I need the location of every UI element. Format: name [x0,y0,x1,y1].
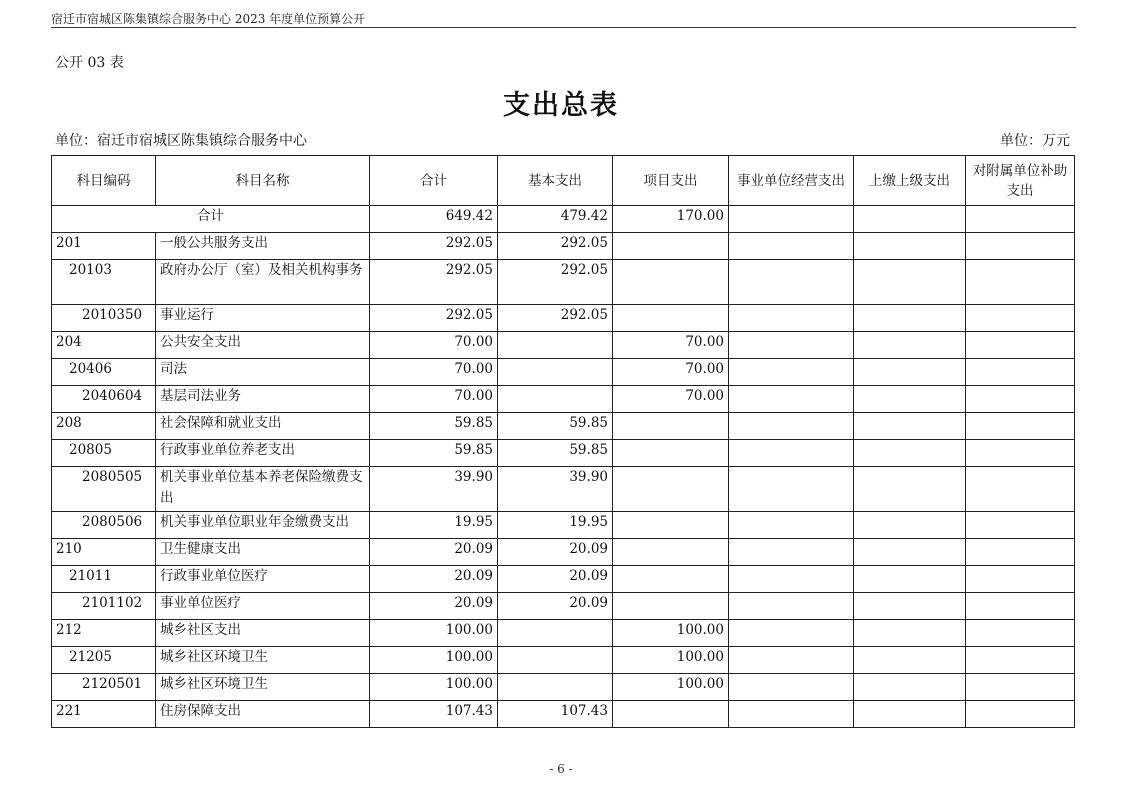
remit-cell [854,413,966,440]
name-cell: 住房保障支出 [156,701,370,728]
business-cell [729,701,854,728]
total-cell: 19.95 [370,512,498,539]
business-cell [729,233,854,260]
total-cell: 70.00 [370,386,498,413]
basic-cell: 292.05 [498,305,613,332]
total-label: 合计 [52,206,370,233]
table-row [52,332,1075,359]
total-amount: 649.42 [370,206,498,233]
total-cell: 100.00 [370,674,498,701]
subsidy-cell [966,647,1075,674]
header-rule [51,27,1076,28]
total-cell: 292.05 [370,305,498,332]
code-cell: 21011 [52,566,156,593]
business-cell [729,674,854,701]
name-cell: 公共安全支出 [156,332,370,359]
total-business [729,206,854,233]
total-cell: 292.05 [370,233,498,260]
business-cell [729,467,854,512]
business-cell [729,260,854,305]
total-basic: 479.42 [498,206,613,233]
code-cell: 212 [52,620,156,647]
table-row [52,386,1075,413]
project-cell [613,512,729,539]
basic-cell: 107.43 [498,701,613,728]
header-name: 科目名称 [156,156,370,206]
subsidy-cell [966,359,1075,386]
name-cell: 社会保障和就业支出 [156,413,370,440]
unit-name: 单位：宿迁市宿城区陈集镇综合服务中心 [55,133,307,149]
business-cell [729,512,854,539]
business-cell [729,305,854,332]
business-cell [729,413,854,440]
table-row [52,233,1075,260]
remit-cell [854,701,966,728]
business-cell [729,332,854,359]
name-cell: 城乡社区支出 [156,620,370,647]
project-cell [613,701,729,728]
remit-cell [854,440,966,467]
subsidy-cell [966,701,1075,728]
name-cell: 行政事业单位养老支出 [156,440,370,467]
basic-cell [498,620,613,647]
name-cell: 城乡社区环境卫生 [156,647,370,674]
remit-cell [854,647,966,674]
remit-cell [854,260,966,305]
basic-cell [498,386,613,413]
business-cell [729,440,854,467]
name-cell: 事业单位医疗 [156,593,370,620]
remit-cell [854,593,966,620]
total-cell: 59.85 [370,440,498,467]
basic-cell: 59.85 [498,413,613,440]
basic-cell: 59.85 [498,440,613,467]
subsidy-cell [966,260,1075,305]
business-cell [729,539,854,566]
table-row [52,359,1075,386]
subsidy-cell [966,233,1075,260]
subsidy-cell [966,620,1075,647]
table-row [52,593,1075,620]
subsidy-cell [966,413,1075,440]
table-row [52,647,1075,674]
header-code: 科目编码 [52,156,156,206]
expenditure-table [51,155,1075,728]
header-basic: 基本支出 [498,156,613,206]
basic-cell [498,674,613,701]
project-cell [613,413,729,440]
page-number: - 6 - [549,762,573,776]
basic-cell: 292.05 [498,260,613,305]
table-row [52,620,1075,647]
project-cell: 100.00 [613,620,729,647]
total-remit [854,206,966,233]
subsidy-cell [966,332,1075,359]
code-cell: 2010350 [52,305,156,332]
name-cell: 机关事业单位职业年金缴费支出 [156,512,370,539]
business-cell [729,566,854,593]
name-cell: 机关事业单位基本养老保险缴费支出 [156,467,370,512]
basic-cell: 20.09 [498,566,613,593]
currency-unit: 单位：万元 [1000,133,1070,149]
basic-cell [498,647,613,674]
basic-cell: 19.95 [498,512,613,539]
remit-cell [854,566,966,593]
business-cell [729,359,854,386]
remit-cell [854,539,966,566]
basic-cell: 292.05 [498,233,613,260]
code-cell: 210 [52,539,156,566]
remit-cell [854,386,966,413]
project-cell [613,440,729,467]
code-cell: 2040604 [52,386,156,413]
total-cell: 20.09 [370,593,498,620]
project-cell: 100.00 [613,647,729,674]
code-cell: 20805 [52,440,156,467]
basic-cell: 20.09 [498,593,613,620]
header-project: 项目支出 [613,156,729,206]
code-cell: 2080505 [52,467,156,512]
code-cell: 2080506 [52,512,156,539]
running-head: 宿迁市宿城区陈集镇综合服务中心 2023 年度单位预算公开 [51,12,366,26]
code-cell: 2101102 [52,593,156,620]
table-row [52,305,1075,332]
total-row [52,206,1075,233]
remit-cell [854,512,966,539]
table-row [52,467,1075,512]
page-title: 支出总表 [503,90,619,121]
project-cell [613,593,729,620]
name-cell: 司法 [156,359,370,386]
name-cell: 卫生健康支出 [156,539,370,566]
remit-cell [854,305,966,332]
name-cell: 城乡社区环境卫生 [156,674,370,701]
subsidy-cell [966,674,1075,701]
code-cell: 204 [52,332,156,359]
business-cell [729,593,854,620]
code-cell: 201 [52,233,156,260]
project-cell: 100.00 [613,674,729,701]
header-business: 事业单位经营支出 [729,156,854,206]
basic-cell: 20.09 [498,539,613,566]
form-number: 公开 03 表 [55,55,124,71]
project-cell [613,539,729,566]
total-cell: 100.00 [370,647,498,674]
basic-cell [498,332,613,359]
table-row [52,440,1075,467]
project-cell [613,467,729,512]
remit-cell [854,674,966,701]
name-cell: 事业运行 [156,305,370,332]
remit-cell [854,467,966,512]
table-row [52,413,1075,440]
business-cell [729,620,854,647]
table-row [52,539,1075,566]
header-remit: 上缴上级支出 [854,156,966,206]
project-cell: 70.00 [613,332,729,359]
code-cell: 20406 [52,359,156,386]
total-cell: 20.09 [370,566,498,593]
remit-cell [854,359,966,386]
code-cell: 2120501 [52,674,156,701]
business-cell [729,647,854,674]
subsidy-cell [966,386,1075,413]
name-cell: 政府办公厅（室）及相关机构事务 [156,260,370,305]
remit-cell [854,620,966,647]
name-cell: 行政事业单位医疗 [156,566,370,593]
subsidy-cell [966,440,1075,467]
subsidy-cell [966,305,1075,332]
table-row [52,512,1075,539]
code-cell: 21205 [52,647,156,674]
subsidy-cell [966,566,1075,593]
header-subsidy: 对附属单位补助支出 [966,156,1075,206]
name-cell: 基层司法业务 [156,386,370,413]
total-cell: 292.05 [370,260,498,305]
header-total: 合计 [370,156,498,206]
basic-cell [498,359,613,386]
table-row [52,566,1075,593]
total-cell: 70.00 [370,359,498,386]
project-cell [613,566,729,593]
subsidy-cell [966,539,1075,566]
table-header-row [52,156,1075,206]
total-subsidy [966,206,1075,233]
project-cell: 70.00 [613,386,729,413]
table-row [52,260,1075,305]
code-cell: 221 [52,701,156,728]
total-cell: 20.09 [370,539,498,566]
subsidy-cell [966,467,1075,512]
total-cell: 59.85 [370,413,498,440]
table-row [52,701,1075,728]
total-cell: 70.00 [370,332,498,359]
business-cell [729,386,854,413]
remit-cell [854,332,966,359]
total-project: 170.00 [613,206,729,233]
total-cell: 39.90 [370,467,498,512]
project-cell [613,233,729,260]
subsidy-cell [966,512,1075,539]
code-cell: 208 [52,413,156,440]
basic-cell: 39.90 [498,467,613,512]
project-cell: 70.00 [613,359,729,386]
total-cell: 100.00 [370,620,498,647]
subsidy-cell [966,593,1075,620]
total-cell: 107.43 [370,701,498,728]
project-cell [613,260,729,305]
remit-cell [854,233,966,260]
table-row [52,674,1075,701]
project-cell [613,305,729,332]
code-cell: 20103 [52,260,156,305]
name-cell: 一般公共服务支出 [156,233,370,260]
